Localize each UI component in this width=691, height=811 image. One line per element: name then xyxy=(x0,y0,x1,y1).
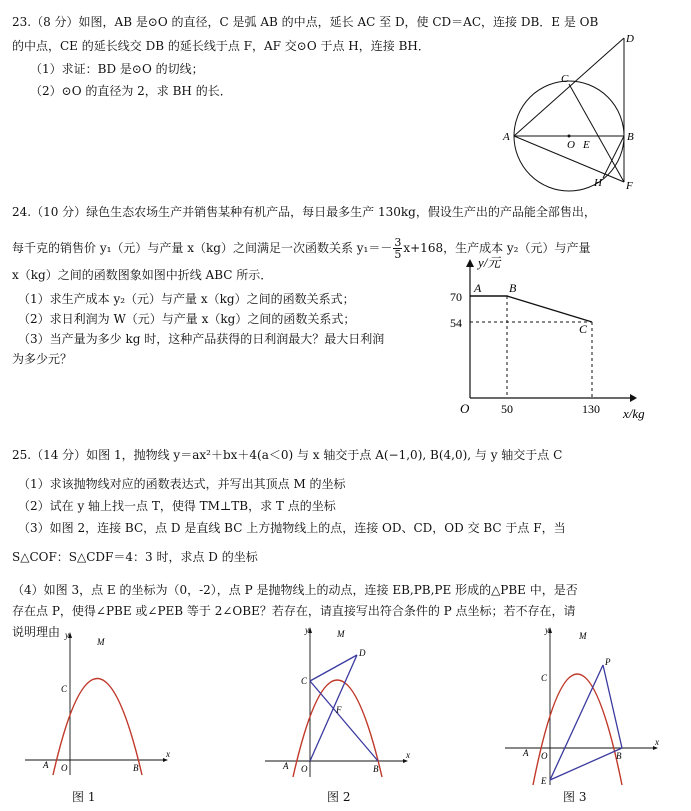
q25-f2-d: D xyxy=(359,648,366,658)
q24-line1: 24.（10 分）绿色生态农场生产并销售某种有机产品，每日最多生产 130kg，假设生产出的产品能全部售出， xyxy=(12,205,596,219)
q23-circle-figure xyxy=(500,30,650,195)
q24-frac-den: 5 xyxy=(394,248,402,261)
q23-label-h: H xyxy=(594,177,602,189)
q24-part2: （2）求日利润为 W（元）与产量 x（kg）之间的函数关系式； xyxy=(18,312,356,326)
q25-f2-o: O xyxy=(301,764,308,774)
q24-part3b: 为多少元？ xyxy=(12,352,73,366)
q24-fraction xyxy=(393,237,402,260)
q25-f2-a: A xyxy=(283,761,289,771)
q25-f1-y: y xyxy=(65,630,69,640)
q24-point-c: C xyxy=(579,322,588,336)
q25-f3-x: x xyxy=(655,737,659,747)
q25-fig1-caption: 图 1 xyxy=(72,790,96,804)
q23-label-a: A xyxy=(503,131,510,143)
q25-part4b: 存在点 P，使得∠PBE 或∠PEB 等于 2∠OBE？若存在，请直接写出符合条件的 P 点坐标；若不存在，请 xyxy=(12,604,576,618)
q24-point-b: B xyxy=(509,281,517,295)
q25-fig2-caption: 图 2 xyxy=(327,790,351,804)
q25-part1: （1）求该抛物线对应的函数表达式，并写出其顶点 M 的坐标 xyxy=(18,477,346,491)
q24-y-axis-label: y/元 xyxy=(478,255,501,270)
q25-part4a: （4）如图 3，点 E 的坐标为（0，-2），点 P 是抛物线上的动点，连接 EB,PB,PE 形成的△PBE 中，是否 xyxy=(12,583,578,597)
q25-f2-m: M xyxy=(337,629,345,639)
q25-f1-o: O xyxy=(61,763,68,773)
q24-x-axis-label: x/kg xyxy=(623,406,645,421)
q25-f2-f: F xyxy=(336,705,342,715)
q23-label-e: E xyxy=(583,139,590,151)
q25-f3-y: y xyxy=(545,625,549,635)
q25-figure-2 xyxy=(265,625,415,785)
q23-label-f: F xyxy=(626,180,633,192)
q25-f1-a: A xyxy=(43,760,49,770)
q25-figure-3 xyxy=(505,625,665,790)
q23-line2: 的中点，CE 的延长线交 DB 的延长线于点 F，AF 交⊙O 于点 H，连接 BH． xyxy=(12,39,430,53)
q23-label-o: O xyxy=(567,139,575,151)
q25-f3-a: A xyxy=(523,748,529,758)
q25-f1-m: M xyxy=(97,637,105,647)
q24-tick-130: 130 xyxy=(582,402,600,416)
q25-figure-1 xyxy=(25,630,175,780)
q25-line1: 25.（14 分）如图 1，抛物线 y＝ax²＋bx＋4(a＜0) 与 x 轴交于点 A(−1,0), B(4,0), 与 y 轴交于点 C xyxy=(12,448,563,462)
q25-f2-c: C xyxy=(301,676,308,686)
q24-part3a: （3）当产量为多少 kg 时，这种产品获得的日利润最大？最大日利润 xyxy=(18,332,385,346)
q25-f3-e: E xyxy=(541,776,547,786)
q25-f1-x: x xyxy=(166,749,170,759)
q24-frac-num: 3 xyxy=(394,236,402,249)
q25-part3b: S△COF：S△CDF＝4：3 时，求点 D 的坐标 xyxy=(12,550,258,564)
q24-origin: O xyxy=(460,401,470,416)
q23-label-b: B xyxy=(627,131,634,143)
q25-f2-b: B xyxy=(373,764,379,774)
q24-line2-b: x+168，生产成本 y₂（元）与产量 xyxy=(403,241,591,255)
q24-point-a: A xyxy=(474,281,482,295)
q23-part2: （2）⊙O 的直径为 2，求 BH 的长． xyxy=(30,84,232,98)
q25-f3-m: M xyxy=(579,631,587,641)
q24-line2-a: 每千克的销售价 y₁（元）与产量 x（kg）之间满足一次函数关系 y₁＝－ xyxy=(12,241,393,255)
q24-cost-graph xyxy=(445,255,660,430)
q25-f2-x: x xyxy=(406,750,410,760)
q25-f3-o: O xyxy=(541,751,548,761)
q25-f2-y: y xyxy=(305,625,309,635)
q24-line3: x（kg）之间的函数图象如图中折线 ABC 所示． xyxy=(12,268,273,282)
q25-part3a: （3）如图 2，连接 BC，点 D 是直线 BC 上方抛物线上的点，连接 OD、CD，OD 交 BC 于点 F，当 xyxy=(18,521,566,535)
q25-f3-c: C xyxy=(541,673,548,683)
q25-part2: （2）试在 y 轴上找一点 T，使得 TM⊥TB，求 T 点的坐标 xyxy=(18,499,336,513)
q24-tick-54: 54 xyxy=(450,316,462,330)
q23-part1: （1）求证：BD 是⊙O 的切线； xyxy=(30,62,204,76)
q24-part1: （1）求生产成本 y₂（元）与产量 x（kg）之间的函数关系式； xyxy=(18,292,355,306)
q24-tick-70: 70 xyxy=(450,290,462,304)
q23-label-c: C xyxy=(561,73,569,85)
q23-line1: 23.（8 分）如图，AB 是⊙O 的直径，C 是弧 AB 的中点，延长 AC 至 D，使 CD＝AC，连接 DB．E 是 OB xyxy=(12,15,599,29)
q25-f3-p: P xyxy=(605,657,611,667)
q25-part4c: 说明理由 xyxy=(12,625,61,639)
q23-label-d: D xyxy=(626,33,634,45)
q25-f1-c: C xyxy=(61,684,68,694)
q25-f1-b: B xyxy=(133,763,139,773)
q24-tick-50: 50 xyxy=(501,402,513,416)
q25-f3-b: B xyxy=(616,751,622,761)
q25-fig3-caption: 图 3 xyxy=(563,790,587,804)
